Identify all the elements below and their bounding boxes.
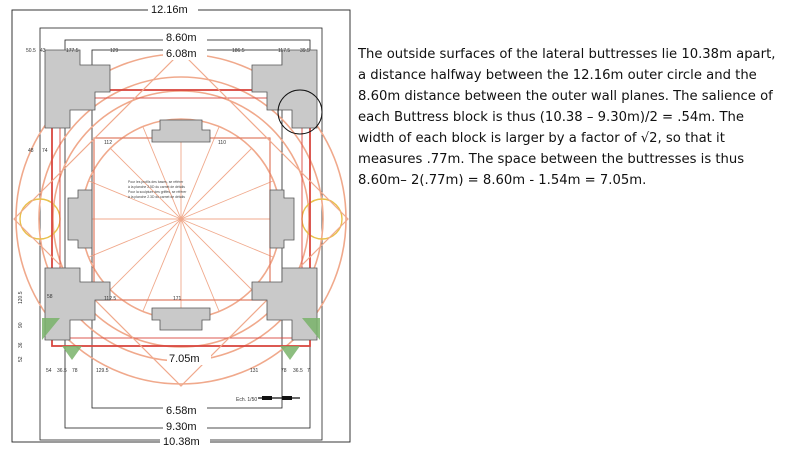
explanation-text: The outside surfaces of the lateral buttresses lie 10.38m apart, a distance halfway between the 12.16m outer circle and the 8.60m distance between the outer wall planes. The salience of each Buttress block is thus (10.38 – 9.30m)/2 = .54m. The width of each block is larger by a factor of √2, so that it measures .77m. The space between the buttresses is thus 8.60m– 2(.77m) = 8.60m - 1.54m = 7.05m. — [358, 47, 776, 188]
scale-bar — [236, 396, 300, 403]
dim-9-30m: 9.30m — [166, 421, 197, 433]
label-171: 171 — [173, 296, 182, 302]
label-131: 131 — [250, 368, 259, 374]
note-line-1: Pour les profils des bases, se référer — [128, 180, 184, 184]
label-112-5: 112.5 — [104, 296, 117, 302]
buttress-top-right — [252, 50, 317, 128]
label-43: 43 — [40, 48, 46, 54]
label-36-5-left: 36.5 — [57, 368, 67, 374]
note-line-2: à la planche 2.5D du carnet de détails — [128, 185, 185, 189]
label-78-right: 78 — [281, 368, 287, 374]
dim-6-58m: 6.58m — [166, 405, 197, 417]
label-39-5: 39.5 — [300, 48, 310, 54]
label-58: 58 — [47, 294, 53, 300]
label-90: 90 — [18, 322, 24, 328]
label-129-5: 129.5 — [96, 368, 109, 374]
label-36: 36 — [18, 342, 24, 348]
dim-10-38m: 10.38m — [163, 436, 200, 448]
label-48: 48 — [28, 148, 34, 154]
dim-8-60m: 8.60m — [166, 32, 197, 44]
dim-6-08m: 6.08m — [166, 48, 197, 60]
label-74: 74 — [42, 148, 48, 154]
buttress-right-center — [270, 190, 294, 248]
label-54: 54 — [46, 368, 52, 374]
label-177-5: 177.5 — [66, 48, 79, 54]
label-110: 110 — [218, 140, 226, 146]
radial-lines — [81, 119, 281, 319]
buttress-top-center — [152, 120, 210, 142]
label-112: 112 — [104, 140, 112, 146]
buttress-bottom-center — [152, 308, 210, 330]
label-186-5: 186.5 — [232, 48, 245, 54]
label-50-5: 50.5 — [26, 48, 36, 54]
label-36-5-right: 36.5 — [293, 368, 303, 374]
label-78-left: 78 — [72, 368, 78, 374]
buttress-top-left — [45, 50, 110, 128]
scale-label: Ech. 1/50 — [236, 397, 258, 403]
label-117-5: 117.5 — [278, 48, 291, 54]
dim-12-16m: 12.16m — [151, 4, 188, 16]
dim-7-05m: 7.05m — [169, 353, 200, 365]
side-vertical-labels — [18, 291, 24, 362]
label-129: 129 — [110, 48, 119, 54]
label-120-5: 120.5 — [18, 291, 24, 304]
plan-note — [128, 180, 187, 199]
label-7: 7 — [307, 368, 310, 374]
note-line-4: à la planche 2.3D du carnet de détails — [128, 195, 185, 199]
buttress-left-center — [68, 190, 92, 248]
note-line-3: Pour la sculpture des griffes, se référer — [128, 190, 187, 194]
label-52: 52 — [18, 356, 24, 362]
